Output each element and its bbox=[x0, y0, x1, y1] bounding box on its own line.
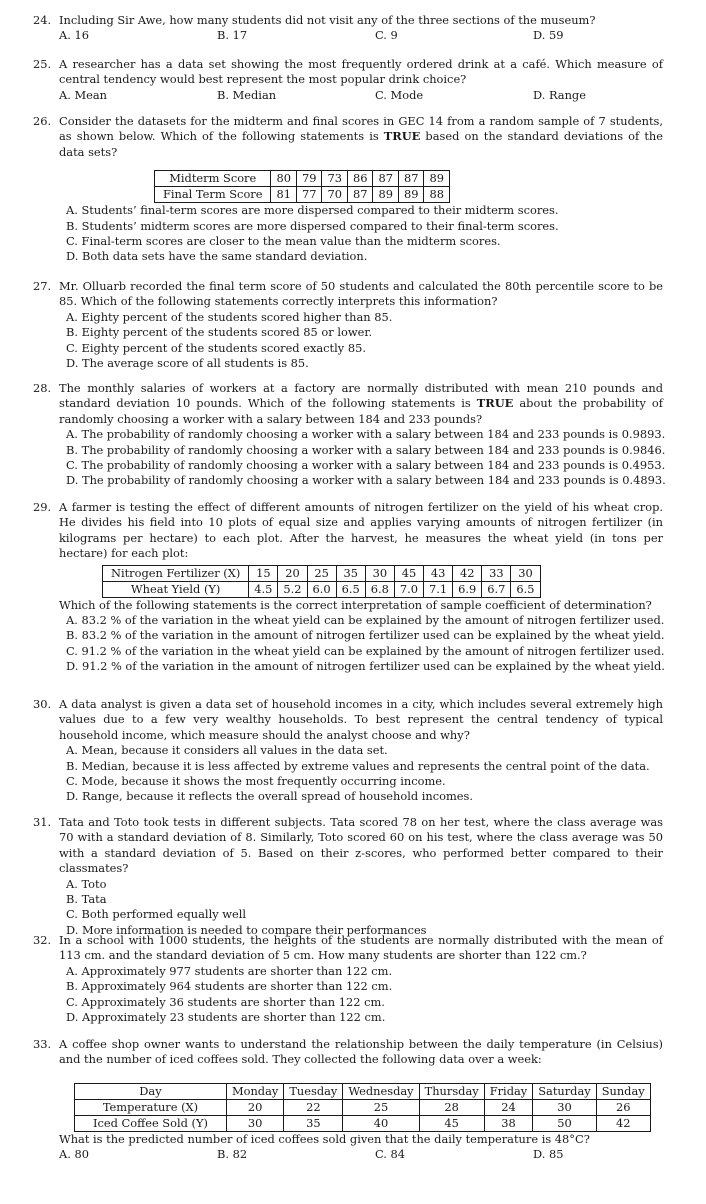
table-cell: Monday bbox=[226, 1083, 283, 1099]
question-27 bbox=[33, 279, 663, 371]
table-cell: 70 bbox=[322, 187, 348, 203]
row-label: Wheat Yield (Y) bbox=[103, 581, 249, 597]
table-row bbox=[155, 171, 450, 187]
question-stem: Including Sir Awe, how many students did not visit any of the three sections of the museum? bbox=[59, 13, 596, 27]
answer-options bbox=[59, 1147, 663, 1162]
table-cell: 20 bbox=[278, 565, 307, 581]
table-cell: 26 bbox=[596, 1099, 650, 1115]
stem-text: Consider the datasets for the midterm and final scores in GEC 14 from a random sample of 7 students, as shown below. Which of the following statements is bbox=[59, 114, 663, 144]
question-stem: A data analyst is given a data set of household incomes in a city, which includes several extremely high values due to a few very wealthy households. To best represent the central tendency of typical household income, which measure should the analyst choose and why? bbox=[59, 697, 663, 742]
question-28 bbox=[33, 381, 666, 489]
row-label: Day bbox=[75, 1083, 227, 1099]
table-cell: 89 bbox=[373, 187, 399, 203]
table-cell: 15 bbox=[249, 565, 278, 581]
option-a[interactable]: A. Students’ final-term scores are more dispersed compared to their midterm scores. bbox=[66, 203, 559, 218]
question-30 bbox=[33, 697, 663, 805]
question-number: 32. bbox=[33, 933, 52, 947]
option-a[interactable]: A. Toto bbox=[66, 876, 107, 891]
question-stem: In a school with 1000 students, the heights of the students are normally distributed with the mean of 113 cm. and the standard deviation of 5 cm. How many students are shorter than 122 cm.? bbox=[59, 933, 663, 963]
table-cell: Tuesday bbox=[284, 1083, 343, 1099]
table-cell: 25 bbox=[343, 1099, 419, 1115]
question-number: 31. bbox=[33, 815, 52, 829]
answer-options bbox=[59, 28, 663, 43]
option-c[interactable]: C. 9 bbox=[375, 28, 398, 43]
option-d[interactable]: D. The probability of randomly choosing a worker with a salary between 184 and 233 pounds is 0.4893. bbox=[66, 473, 666, 488]
table-cell: 38 bbox=[484, 1115, 533, 1131]
table-cell: 5.2 bbox=[278, 581, 307, 597]
stem-emphasis: TRUE bbox=[383, 129, 421, 144]
option-b[interactable]: B. 82 bbox=[217, 1147, 248, 1162]
table-cell: 79 bbox=[296, 171, 322, 187]
table-cell: 6.5 bbox=[511, 581, 540, 597]
table-cell: 25 bbox=[307, 565, 336, 581]
row-label: Midterm Score bbox=[155, 171, 271, 187]
row-label: Nitrogen Fertilizer (X) bbox=[103, 565, 249, 581]
option-d[interactable]: D. Range bbox=[533, 87, 586, 102]
table-cell: 20 bbox=[226, 1099, 283, 1115]
table-cell: 7.1 bbox=[424, 581, 453, 597]
table-cell: 89 bbox=[398, 187, 424, 203]
table-cell: 6.9 bbox=[453, 581, 482, 597]
option-d[interactable]: D. 59 bbox=[533, 28, 564, 43]
option-a[interactable]: A. Approximately 977 students are shorter than 122 cm. bbox=[66, 963, 393, 978]
table-cell: 87 bbox=[373, 171, 399, 187]
option-c[interactable]: C. Mode, because it shows the most frequently occurring income. bbox=[66, 774, 446, 789]
option-b[interactable]: B. 17 bbox=[217, 28, 248, 43]
table-row bbox=[75, 1099, 651, 1115]
question-number: 33. bbox=[33, 1037, 52, 1051]
table-cell: 30 bbox=[533, 1099, 596, 1115]
question-prompt: What is the predicted number of iced coffees sold given that the daily temperature is 48°C? bbox=[59, 1131, 590, 1146]
question-number: 29. bbox=[33, 500, 52, 514]
question-stem: Tata and Toto took tests in different subjects. Tata scored 78 on her test, where the class average was 70 with a standard deviation of 8. Similarly, Toto scored 60 on his test, where the class average was 50 with a standard deviation of 5. Based on their z-scores, who performed better compared to their classmates? bbox=[59, 815, 663, 876]
table-cell: 81 bbox=[271, 187, 297, 203]
table-cell: 42 bbox=[596, 1115, 650, 1131]
table-cell: 4.5 bbox=[249, 581, 278, 597]
table-cell: 40 bbox=[343, 1115, 419, 1131]
option-b[interactable]: B. Median bbox=[217, 87, 277, 102]
table-cell: 6.7 bbox=[482, 581, 511, 597]
table-cell: 89 bbox=[424, 171, 450, 187]
option-d[interactable]: D. 85 bbox=[533, 1147, 564, 1162]
table-cell: 33 bbox=[482, 565, 511, 581]
table-cell: 6.8 bbox=[365, 581, 394, 597]
option-c[interactable]: C. Eighty percent of the students scored exactly 85. bbox=[66, 340, 366, 355]
stem-text: The monthly salaries of workers at a factory are normally distributed with mean 210 pounds and standard deviation 10 pounds. Which of the following statements is bbox=[59, 381, 663, 411]
table-cell: 28 bbox=[419, 1099, 484, 1115]
option-b[interactable]: B. 83.2 % of the variation in the amount of nitrogen fertilizer used can be explained by the wheat yield. bbox=[66, 628, 665, 643]
table-cell: 86 bbox=[347, 171, 373, 187]
option-d[interactable]: D. The average score of all students is 85. bbox=[66, 356, 309, 371]
option-b[interactable]: B. Tata bbox=[66, 892, 107, 907]
table-cell: 35 bbox=[284, 1115, 343, 1131]
answer-options bbox=[59, 88, 663, 103]
option-c[interactable]: C. Mode bbox=[375, 87, 424, 102]
table-cell: 80 bbox=[271, 171, 297, 187]
question-number: 26. bbox=[33, 114, 52, 128]
table-cell: 7.0 bbox=[394, 581, 423, 597]
table-cell: 43 bbox=[424, 565, 453, 581]
option-b[interactable]: B. Eighty percent of the students scored 85 or lower. bbox=[66, 325, 373, 340]
answer-options bbox=[66, 427, 666, 489]
table-cell: 45 bbox=[394, 565, 423, 581]
table-cell: 88 bbox=[424, 187, 450, 203]
iced-coffee-table bbox=[74, 1083, 651, 1132]
stem-emphasis: TRUE bbox=[476, 396, 514, 411]
table-cell: 50 bbox=[533, 1115, 596, 1131]
option-c[interactable]: C. Both performed equally well bbox=[66, 907, 247, 922]
table-row bbox=[75, 1083, 651, 1099]
table-cell: 77 bbox=[296, 187, 322, 203]
table-row bbox=[155, 187, 450, 203]
question-33 bbox=[33, 1037, 663, 1162]
table-cell: Saturday bbox=[533, 1083, 596, 1099]
answer-options bbox=[66, 964, 663, 1026]
question-number: 30. bbox=[33, 697, 52, 711]
option-d[interactable]: D. 91.2 % of the variation in the amount of nitrogen fertilizer used can be explained by the wheat yield. bbox=[66, 659, 665, 674]
question-32 bbox=[33, 933, 663, 1025]
option-a[interactable]: A. 83.2 % of the variation in the wheat yield can be explained by the amount of nitrogen fertilizer used. bbox=[66, 613, 665, 628]
question-stem: Mr. Olluarb recorded the final term score of 50 students and calculated the 80th percentile score to be 85. Which of the following statements correctly interprets this information? bbox=[59, 279, 663, 309]
question-24 bbox=[33, 13, 663, 43]
table-cell: 30 bbox=[511, 565, 540, 581]
question-26 bbox=[33, 114, 663, 265]
question-stem: A coffee shop owner wants to understand the relationship between the daily temperature (in Celsius) and the number of iced coffees sold. They collected the following data over a week: bbox=[59, 1037, 663, 1067]
table-cell: Wednesday bbox=[343, 1083, 419, 1099]
table-cell: 6.0 bbox=[307, 581, 336, 597]
row-label: Iced Coffee Sold (Y) bbox=[75, 1115, 227, 1131]
row-label: Temperature (X) bbox=[75, 1099, 227, 1115]
option-c[interactable]: C. Approximately 36 students are shorter than 122 cm. bbox=[66, 994, 385, 1009]
option-b[interactable]: B. The probability of randomly choosing a worker with a salary between 184 and 233 pounds is 0.9846. bbox=[66, 442, 666, 457]
option-b[interactable]: B. Median, because it is less affected by extreme values and represents the central point of the data. bbox=[66, 758, 650, 773]
option-a[interactable]: A. Mean, because it considers all values in the data set. bbox=[66, 743, 388, 758]
table-cell: 35 bbox=[336, 565, 365, 581]
question-25 bbox=[33, 57, 663, 103]
table-cell: 30 bbox=[226, 1115, 283, 1131]
question-number: 24. bbox=[33, 13, 52, 27]
question-stem: A researcher has a data set showing the most frequently ordered drink at a café. Which measure of central tendency would best represent the most popular drink choice? bbox=[59, 57, 663, 87]
question-stem: A farmer is testing the effect of different amounts of nitrogen fertilizer on the yield of his wheat crop. He divides his field into 10 plots of equal size and applies varying amounts of nitrogen fertilizer (in kilograms per hectare) to each plot. After the harvest, he measures the wheat yield (in tons per hectare) for each plot: bbox=[59, 500, 663, 561]
table-cell: 22 bbox=[284, 1099, 343, 1115]
answer-options bbox=[66, 203, 663, 265]
question-31 bbox=[33, 815, 663, 938]
fertilizer-table bbox=[102, 565, 541, 598]
table-cell: Friday bbox=[484, 1083, 533, 1099]
answer-options bbox=[66, 743, 663, 805]
stem-text: about the probability of randomly choosing a worker with a salary between 184 and 233 pounds? bbox=[59, 396, 663, 426]
table-cell: 6.5 bbox=[336, 581, 365, 597]
row-label: Final Term Score bbox=[155, 187, 271, 203]
option-b[interactable]: B. Approximately 964 students are shorter than 122 cm. bbox=[66, 979, 393, 994]
option-d[interactable]: D. Both data sets have the same standard deviation. bbox=[66, 249, 368, 264]
table-cell: Thursday bbox=[419, 1083, 484, 1099]
option-a[interactable]: A. The probability of randomly choosing a worker with a salary between 184 and 233 pounds is 0.9893. bbox=[66, 427, 666, 442]
table-cell: 24 bbox=[484, 1099, 533, 1115]
option-a[interactable]: A. 80 bbox=[59, 1147, 89, 1162]
answer-options bbox=[66, 877, 663, 939]
question-29 bbox=[33, 500, 663, 675]
stem-text: based on the standard deviations of the data sets? bbox=[59, 129, 663, 159]
option-c[interactable]: C. Final-term scores are closer to the mean value than the midterm scores. bbox=[66, 234, 501, 249]
option-c[interactable]: C. The probability of randomly choosing a worker with a salary between 184 and 233 pounds is 0.4953. bbox=[66, 458, 666, 473]
table-cell: Sunday bbox=[596, 1083, 650, 1099]
table-row bbox=[103, 581, 541, 597]
question-stem bbox=[59, 114, 663, 160]
table-row bbox=[75, 1115, 651, 1131]
table-cell: 42 bbox=[453, 565, 482, 581]
table-row bbox=[103, 565, 541, 581]
option-c[interactable]: C. 84 bbox=[375, 1147, 406, 1162]
option-a[interactable]: A. Mean bbox=[59, 87, 107, 102]
scores-table bbox=[154, 170, 450, 203]
question-number: 28. bbox=[33, 381, 52, 395]
option-d[interactable]: D. Range, because it reflects the overall spread of household incomes. bbox=[66, 789, 474, 804]
answer-options bbox=[66, 613, 663, 675]
option-a[interactable]: A. Eighty percent of the students scored higher than 85. bbox=[66, 309, 393, 324]
table-cell: 73 bbox=[322, 171, 348, 187]
option-c[interactable]: C. 91.2 % of the variation in the wheat yield can be explained by the amount of nitrogen fertilizer used. bbox=[66, 643, 665, 658]
table-cell: 30 bbox=[365, 565, 394, 581]
option-d[interactable]: D. More information is needed to compare their performances bbox=[66, 922, 427, 937]
table-cell: 45 bbox=[419, 1115, 484, 1131]
table-cell: 87 bbox=[398, 171, 424, 187]
question-stem bbox=[59, 381, 663, 427]
answer-options bbox=[66, 310, 663, 372]
question-prompt: Which of the following statements is the correct interpretation of sample coefficient of determination? bbox=[59, 597, 652, 612]
option-b[interactable]: B. Students’ midterm scores are more dispersed compared to their final-term scores. bbox=[66, 218, 559, 233]
question-number: 25. bbox=[33, 57, 52, 71]
question-number: 27. bbox=[33, 279, 52, 293]
option-a[interactable]: A. 16 bbox=[59, 28, 89, 43]
table-cell: 87 bbox=[347, 187, 373, 203]
option-d[interactable]: D. Approximately 23 students are shorter than 122 cm. bbox=[66, 1010, 386, 1025]
